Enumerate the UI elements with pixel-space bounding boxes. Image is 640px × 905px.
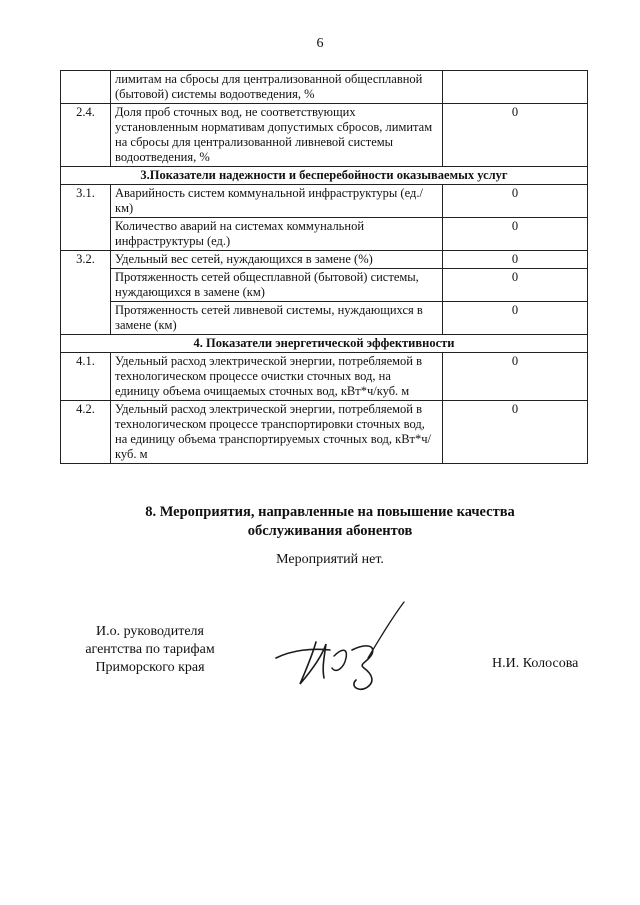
signatory-title-line: И.о. руководителя xyxy=(95,624,204,639)
row-description: Протяженность сетей ливневой системы, нуждающихся в замене (км) xyxy=(111,302,443,335)
row-number: 3.2. xyxy=(61,251,111,335)
section-heading-3: 3.Показатели надежности и бесперебойности оказываемых услуг xyxy=(61,167,588,185)
signatory-title-line: Приморского края xyxy=(95,660,205,675)
table-row xyxy=(61,353,588,401)
no-measures-note: Мероприятий нет. xyxy=(276,552,384,567)
table-row xyxy=(61,302,588,335)
table-row xyxy=(61,104,588,167)
table-row xyxy=(61,269,588,302)
signatory-title xyxy=(60,623,240,677)
row-description: Удельный расход электрической энергии, потребляемой в технологическом процессе очистки сточных вод, на единицу объема очищаемых сточных вод, кВт*ч/куб. м xyxy=(111,353,443,401)
row-value xyxy=(443,71,588,104)
row-description: лимитам на сбросы для централизованной общесплавной (бытовой) системы водоотведения, % xyxy=(111,71,443,104)
row-number: 4.1. xyxy=(61,353,111,401)
table-row xyxy=(61,251,588,269)
row-description: Удельный расход электрической энергии, потребляемой в технологическом процессе транспортировки сточных вод, на единицу объема транспортируемых сточных вод, кВт*ч/куб. м xyxy=(111,401,443,464)
table-row xyxy=(61,185,588,218)
page-number: 6 xyxy=(316,36,324,51)
row-number xyxy=(61,71,111,104)
row-value: 0 xyxy=(443,251,588,269)
row-value: 0 xyxy=(443,269,588,302)
signatory-title-line: агентства по тарифам xyxy=(85,642,215,657)
row-value: 0 xyxy=(443,353,588,401)
row-number: 3.1. xyxy=(61,185,111,251)
row-value: 0 xyxy=(443,218,588,251)
row-description: Протяженность сетей общесплавной (бытовой) системы, нуждающихся в замене (км) xyxy=(111,269,443,302)
section-8-title-line: 8. Мероприятия, направленные на повышение качества xyxy=(145,504,515,520)
table-row xyxy=(61,218,588,251)
table-row xyxy=(61,401,588,464)
row-description: Аварийность систем коммунальной инфраструктуры (ед./км) xyxy=(111,185,443,218)
row-number: 2.4. xyxy=(61,104,111,167)
row-value: 0 xyxy=(443,302,588,335)
section-8-title xyxy=(0,503,640,541)
handwritten-signature xyxy=(272,598,412,698)
section-row xyxy=(61,335,588,353)
row-value: 0 xyxy=(443,185,588,218)
row-description: Доля проб сточных вод, не соответствующих установленным нормативам допустимых сбросов, лимитам на сбросы для централизованной ливневой системы водоотведения, % xyxy=(111,104,443,167)
table-row xyxy=(61,71,588,104)
row-value: 0 xyxy=(443,104,588,167)
row-value: 0 xyxy=(443,401,588,464)
section-8-title-line: обслуживания абонентов xyxy=(247,523,413,539)
section-row xyxy=(61,167,588,185)
indicators-table xyxy=(60,70,588,464)
signatory-name: Н.И. Колосова xyxy=(492,656,579,671)
row-number: 4.2. xyxy=(61,401,111,464)
section-heading-4: 4. Показатели энергетической эффективности xyxy=(61,335,588,353)
row-description: Удельный вес сетей, нуждающихся в замене (%) xyxy=(111,251,443,269)
row-description: Количество аварий на системах коммунальной инфраструктуры (ед.) xyxy=(111,218,443,251)
